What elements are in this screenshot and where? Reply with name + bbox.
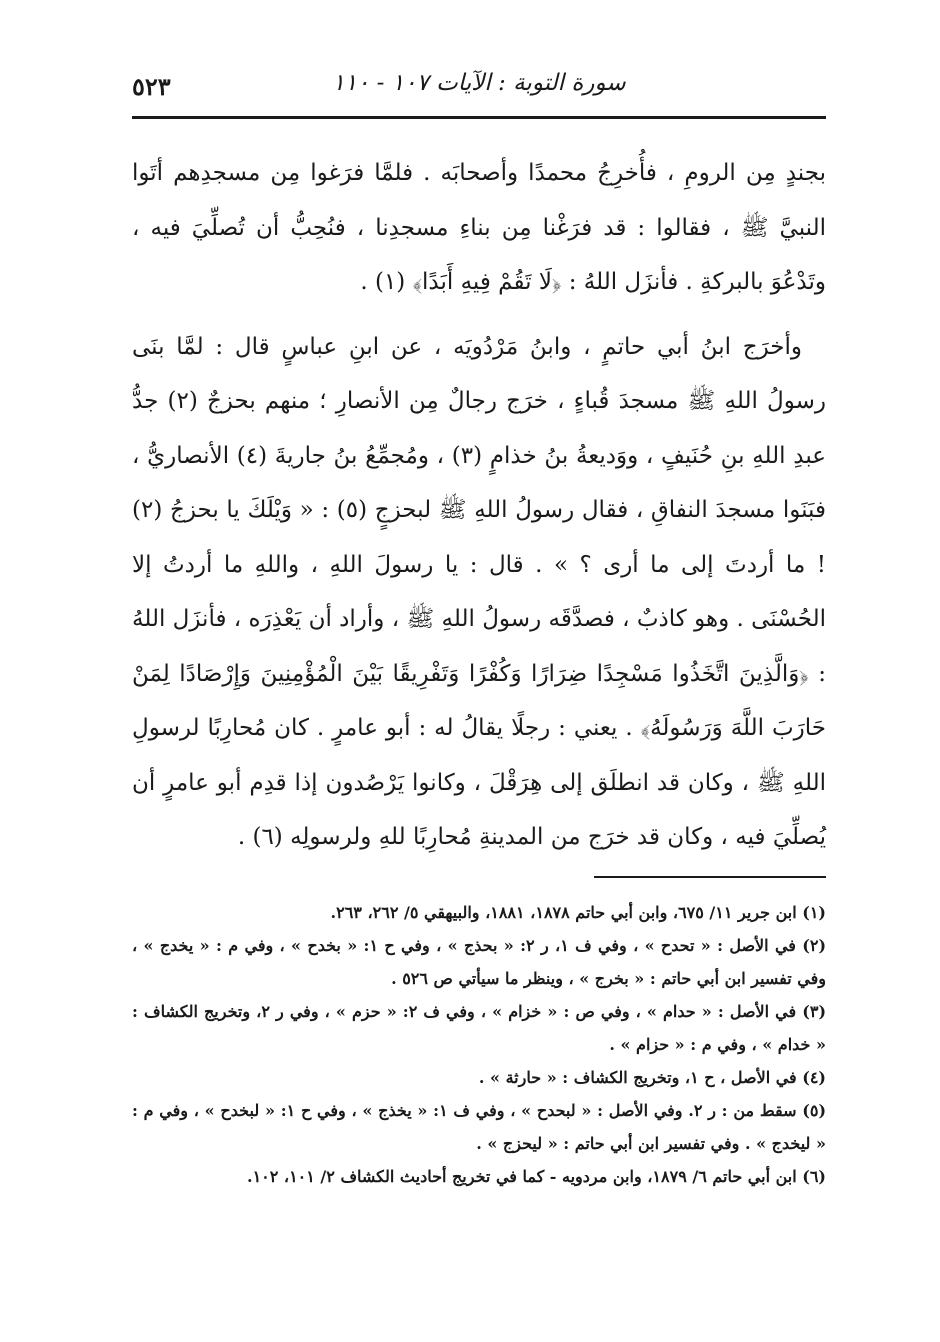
footnote-rule bbox=[594, 876, 826, 878]
footnotes bbox=[132, 896, 826, 1193]
running-head bbox=[132, 66, 826, 106]
paragraph: بجندٍ مِن الرومِ ، فأُخرِجُ محمدًا وأصحابَه . فلمَّا فرَغوا مِن مسجدِهم أتَوا النبيَّ ﷺ ، فقالوا : قد فرَغْنا مِن بناءِ مسجدِنا ، فنُحِبُّ أن تُصلِّيَ فيه ، وتَدْعُوَ بالبركةِ . فأنزَل اللهُ : ﴿لَا تَقُمْ فِيهِ أَبَدًا﴾ (١) . bbox=[132, 160, 826, 295]
footnote: (١) ابن جرير ١١/ ٦٧٥، وابن أبي حاتم ١٨٧٨، ١٨٨١، والبيهقي ٥/ ٢٦٢، ٢٦٣. bbox=[330, 903, 826, 922]
paragraph: وأخرَج ابنُ أبي حاتمٍ ، وابنُ مَرْدُويَه ، عن ابنِ عباسٍ قال : لمَّا بنَى رسولُ اللهِ ﷺ مسجدَ قُباءٍ ، خرَج رجالٌ مِن الأنصارِ ؛ منهم بحزجٌ (٢) جدُّ عبدِ اللهِ بنِ حُنَيفٍ ، ووَديعةُ بنُ خذامٍ (٣) ، ومُجمِّعُ بنُ جاريةَ (٤) الأنصاريُّ ، فبَنَوا مسجدَ النفاقِ ، فقال رسولُ اللهِ ﷺ لبحزجٍ (٥) : « وَيْلَكَ يا بحزجُ (٢) ! ما أردتَ إلى ما أرى ؟ » . قال : يا رسولَ اللهِ ، واللهِ ما أردتُ إلا الحُسْنَى . وهو كاذبٌ ، فصدَّقَه رسولُ اللهِ ﷺ ، وأراد أن يَعْذِرَه ، فأنزَل اللهُ : ﴿وَالَّذِينَ اتَّخَذُوا مَسْجِدًا ضِرَارًا وَكُفْرًا وَتَفْرِيقًا بَيْنَ الْمُؤْمِنِينَ وَإِرْصَادًا لِمَنْ حَارَبَ اللَّهَ وَرَسُولَهُ﴾ . يعني : رجلًا يقالُ له : أبو عامرٍ . كان مُحارِبًا لرسولِ اللهِ ﷺ ، وكان قد انطلَق إلى هِرَقْلَ ، وكانوا يَرْصُدون إذا قدِم أبو عامرٍ أن يُصلِّيَ فيه ، وكان قد خرَج من المدينةِ مُحارِبًا للهِ ولرسولِه (٦) . bbox=[132, 333, 826, 850]
footnote: (٦) ابن أبي حاتم ٦/ ١٨٧٩، وابن مردويه - كما في تخريج أحاديث الكشاف ٢/ ١٠١، ١٠٢. bbox=[246, 1167, 826, 1186]
header-rule bbox=[132, 116, 826, 119]
footnote: (٣) في الأصل : « حدام » ، وفي ص : « خزام » ، وفي ف ٢: « حزم » ، وفي ر ٢، وتخريج الكشاف : « خدام » ، وفي م : « حزام » . bbox=[132, 1002, 827, 1054]
running-title: سورة التوبة : الآيات ١٠٧ - ١١٠ bbox=[332, 70, 626, 96]
page-number: ٥٢٣ bbox=[132, 72, 171, 101]
footnote: (٥) سقط من : ر ٢. وفي الأصل : « لبحدح » ، وفي ف ١: « يخذج » ، وفي ح ١: « لبخدح » ، وفي م : « ليخدج » . وفي تفسير ابن أبي حاتم : « ليحزج » . bbox=[132, 1101, 827, 1153]
footnote: (٤) في الأصل ، ح ١، وتخريج الكشاف : « حارثة » . bbox=[478, 1068, 826, 1087]
footnote: (٢) في الأصل : « تحدح » ، وفي ف ١، ر ٢: « بحذج » ، وفي ح ١: « بخدح » ، وفي م : « يخدج » ، وفي تفسير ابن أبي حاتم : « بخرج » ، وينظر ما سيأتي ص ٥٢٦ . bbox=[132, 936, 827, 988]
main-text bbox=[132, 146, 826, 865]
